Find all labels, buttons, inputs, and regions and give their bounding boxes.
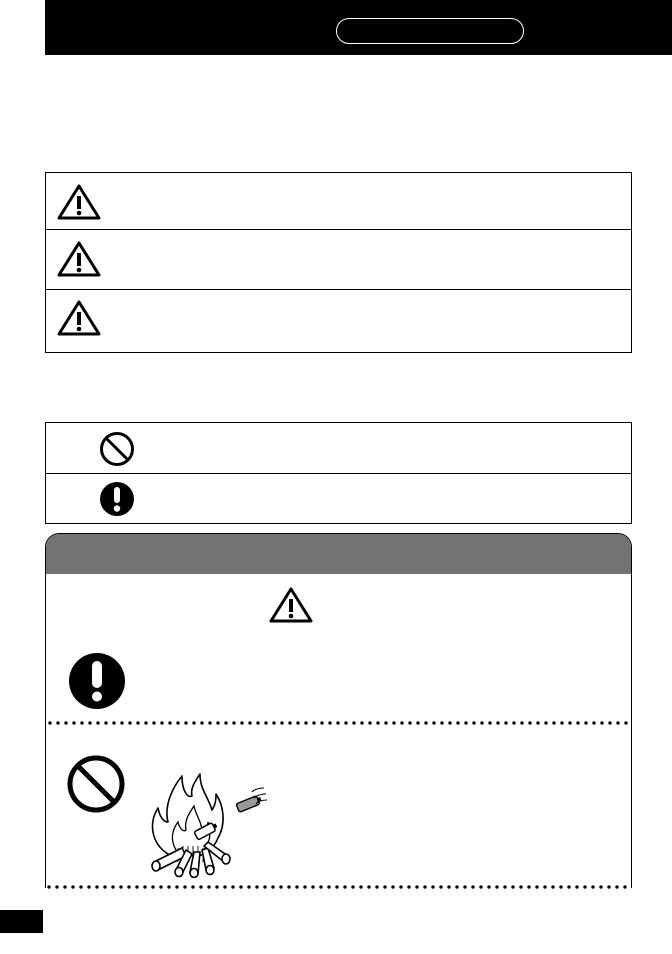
- dotted-divider: [46, 721, 632, 725]
- warning-triangle-icon: [268, 586, 314, 624]
- prohibition-icon: [99, 431, 135, 467]
- mandatory-action-icon: [68, 652, 126, 710]
- battery-in-fire-illustration: [138, 766, 268, 878]
- table-divider: [46, 289, 631, 290]
- symbol-table: [45, 422, 632, 524]
- section-header: [46, 534, 631, 574]
- signal-word-table: [45, 172, 632, 353]
- page-corner-tab: [0, 910, 43, 933]
- header-pill: [336, 18, 524, 44]
- warning-triangle-icon: [56, 240, 102, 278]
- prohibition-icon: [66, 754, 126, 814]
- table-divider: [46, 473, 631, 474]
- table-divider: [46, 229, 631, 230]
- warning-triangle-icon: [56, 183, 102, 221]
- warning-triangle-icon: [56, 299, 102, 337]
- mandatory-action-icon: [99, 481, 135, 517]
- safety-section-panel: [45, 533, 632, 888]
- dotted-divider: [45, 885, 632, 889]
